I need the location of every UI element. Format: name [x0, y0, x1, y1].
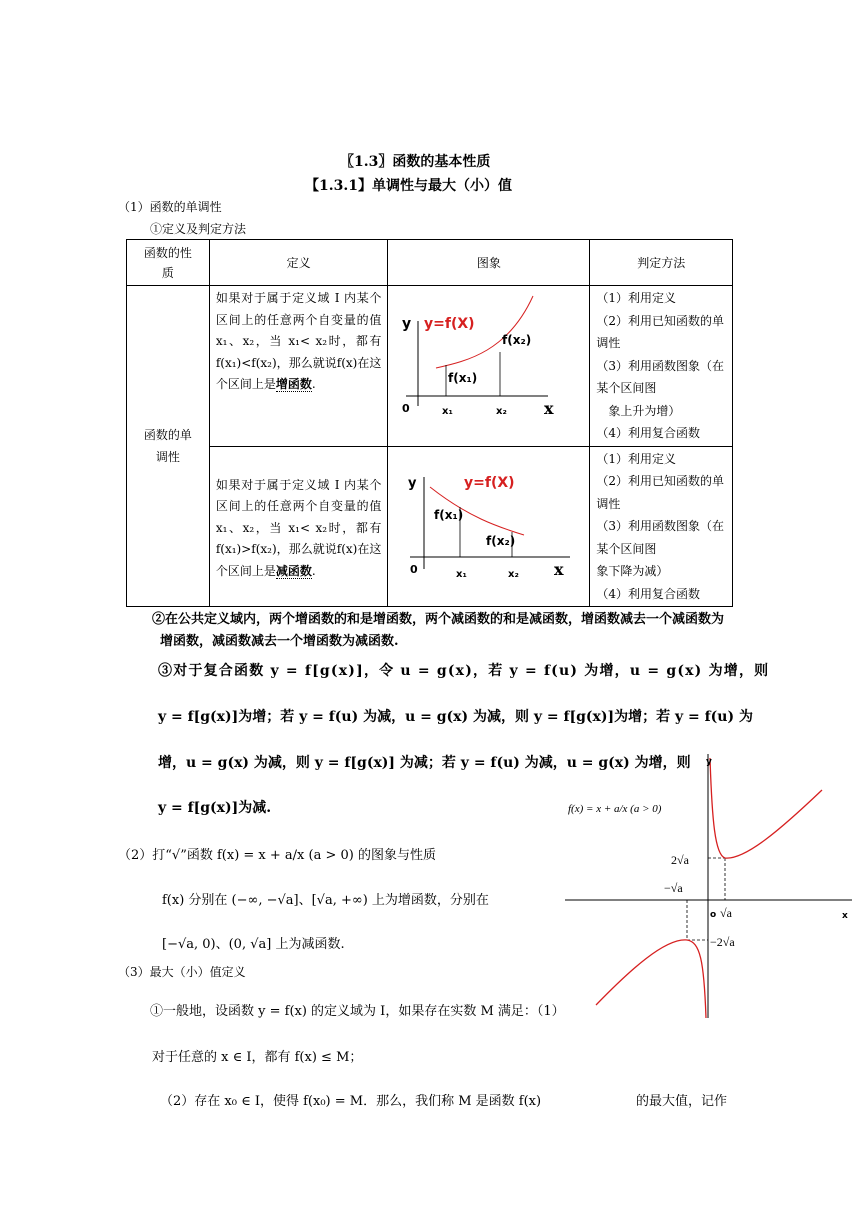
nike-y-label: y — [706, 757, 712, 767]
section-3-line2: 对于任意的 x ∈ I，都有 f(x) ≤ M； — [152, 1050, 363, 1065]
nike-max-label: −2√a — [710, 935, 735, 949]
header-definition: 定义 — [209, 240, 388, 286]
increasing-graph-cell — [388, 286, 590, 447]
section-3-line1: ①一般地，设函数 y = f(x) 的定义域为 I，如果存在实数 M 满足：（1） — [150, 1004, 565, 1019]
graph-func-label: y=f(X) — [424, 316, 475, 333]
para3-line2: y = f[g(x)]为增；若 y = f(u) 为减，u = g(x) 为减，则 y = f[g(x)]为增；若 y = f(u) 为 — [158, 709, 753, 725]
decreasing-definition: 如果对于属于定义域 I 内某个区间上的任意两个自变量的值 x₁、x₂，当 x₁< x₂时，都有 f(x₁)>f(x₂)，那么就说f(x)在这个区间上是减函数. — [209, 446, 388, 607]
nike-sqrt-label: √a — [720, 906, 732, 920]
nike-x-label: x — [842, 911, 848, 921]
graph-fx2-label: f(x₂) — [486, 533, 516, 548]
para3-line3: 增，u = g(x) 为减，则 y = f[g(x)] 为减；若 y = f(u) 为减，u = g(x) 为增，则 — [158, 755, 691, 771]
section-2-heading: （2）打“√”函数 f(x) = x + a/x (a > 0) 的图象与性质 — [118, 848, 436, 863]
decreasing-graph — [388, 447, 589, 603]
graph-func-label: y=f(X) — [464, 474, 515, 491]
nike-neg-sqrt-label: −√a — [664, 881, 683, 895]
para3-line1: ③对于复合函数 y = f[g(x)]，令 u = g(x)，若 y = f(u) 为增，u = g(x) 为增，则 — [158, 663, 770, 679]
graph-x2: x₂ — [508, 568, 520, 580]
subsection-1-heading: ①定义及判定方法 — [150, 222, 247, 236]
header-property: 函数的性 质 — [127, 240, 210, 286]
para2-line1: ②在公共定义域内，两个增函数的和是增函数，两个减函数的和是减函数，增函数减去一个减函数为 — [152, 612, 725, 627]
section-3-heading: （3）最大（小）值定义 — [118, 965, 246, 979]
decreasing-keyword: 减函数 — [275, 563, 312, 578]
para3-line4: y = f[g(x)]为减. — [158, 800, 272, 816]
section-3-line3a: （2）存在 x₀ ∈ I，使得 f(x₀) = M．那么，我们称 M 是函数 f(x) — [160, 1094, 542, 1109]
increasing-methods: （1）利用定义 （2）利用已知函数的单调性 （3）利用函数图象（在某个区间图 象上升为增） （4）利用复合函数 — [590, 286, 733, 447]
graph-x2: x₂ — [496, 406, 508, 418]
decreasing-graph-cell — [388, 446, 590, 607]
nike-formula: f(x) = x + a/x (a > 0) — [568, 803, 662, 815]
header-graph: 图象 — [388, 240, 590, 286]
section-3-line3b: 的最大值，记作 — [636, 1094, 728, 1109]
graph-x-label: x — [554, 559, 564, 579]
nike-min-label: 2√a — [671, 853, 689, 867]
section-2-line2: f(x) 分别在 (−∞, −√a]、[√a, +∞) 上为增函数，分别在 — [162, 893, 489, 908]
graph-y-label: y — [402, 316, 412, 333]
increasing-graph — [388, 286, 589, 442]
nike-origin: o — [710, 910, 717, 920]
para2-line2: 增函数，减函数减去一个增函数为减函数. — [160, 634, 399, 649]
graph-y-label: y — [408, 475, 417, 491]
graph-fx1-label: f(x₁) — [434, 507, 464, 522]
page-title: 〖1.3〗函数的基本性质 — [340, 154, 491, 170]
increasing-definition: 如果对于属于定义域 I 内某个区间上的任意两个自变量的值 x₁、x₂，当 x₁< x₂时，都有 f(x₁)<f(x₂)，那么就说f(x)在这个区间上是增函数. — [209, 286, 388, 447]
monotonicity-table — [126, 239, 733, 607]
graph-fx2-label: f(x₂) — [502, 333, 532, 348]
graph-origin: 0 — [402, 402, 411, 416]
graph-fx1-label: f(x₁) — [448, 371, 478, 386]
decreasing-methods: （1）利用定义 （2）利用已知函数的单调性 （3）利用函数图象（在某个区间图 象下降为减） （4）利用复合函数 — [590, 446, 733, 607]
graph-x1: x₁ — [442, 406, 454, 418]
header-method: 判定方法 — [590, 240, 733, 286]
graph-x-label: x — [544, 399, 554, 419]
section-2-line3: [−√a, 0)、(0, √a] 上为减函数. — [162, 937, 345, 952]
graph-x1: x₁ — [456, 568, 468, 580]
row-label: 函数的单调性 — [127, 286, 210, 607]
increasing-keyword: 增函数 — [275, 377, 312, 391]
section-1-heading: （1）函数的单调性 — [118, 200, 222, 214]
nike-function-graph — [560, 740, 856, 1020]
page-subtitle: 【1.3.1】单调性与最大（小）值 — [305, 178, 512, 194]
graph-origin: 0 — [410, 562, 419, 576]
